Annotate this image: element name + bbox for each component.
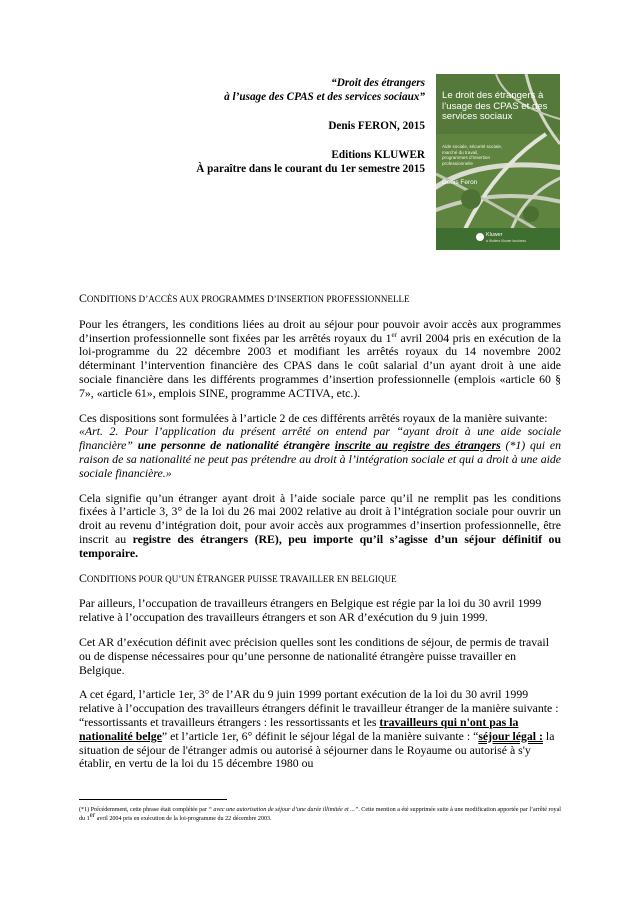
quote-bold-text: une personne de nationalité étrangère: [137, 438, 335, 453]
heading-initial: C: [79, 570, 87, 585]
footnote-text: . Cette mention a été supprimée suite à une modification apportée par l’arrêté royal du 1: [79, 807, 561, 823]
paragraph-text: Pour les étrangers, les conditions liées au droit au séjour pour pouvoir avoir accès aux programmes d’insertion professionnelle sont fixées par les arrêtés royaux du 1: [79, 316, 561, 345]
paragraph-text: avril 2004 pris en exécution de la loi-programme du 22 décembre 2003 et modifiant les arrêtés royaux du 14 novembre 2002 déterminant l’intervention financière des CPAS dans le coût salarial d’un ayant droit à une aide sociale financière dans les différents programmes d’insertion professionnelle (emplois «article 60 § 7», «article 61», emplois SINE, programme ACTIVA, etc.).: [79, 330, 561, 400]
book-announcement-header: [120, 76, 425, 176]
heading-text: ONDITIONS D’ACCÈS AUX PROGRAMMES D’INSERTION PROFESSIONNELLE: [86, 294, 410, 304]
paragraph-text: Cela signifie qu’un étranger ayant droit à l’aide sociale parce qu’il ne remplit pas les conditions fixées à l’article 3, 3° de la loi du 26 mai 2002 relative au droit à l’intégration sociale pour ouvrir un droit au revenu d’intégration doit, pour avoir accès aux programmes d’insertion professionnelle, être inscrit au: [79, 490, 561, 546]
paragraph-text: Ces dispositions sont formulées à l’article 2 de ces différents arrêtés royaux de la manière suivante:: [79, 410, 548, 425]
document-body: [79, 292, 561, 771]
cover-publisher-sub: a Wolters Kluwer business: [486, 239, 526, 243]
paragraph-bold-underlined-text: travailleurs qui n'ont pas la nationalité belge: [79, 714, 519, 743]
paragraph-text: ” et l’article 1er, 6° définit le séjour légal de la manière suivante : “: [161, 728, 479, 743]
section-heading-insertion: [79, 292, 561, 307]
cover-author: Denis Feron: [442, 179, 478, 186]
paragraph-text: A cet égard, l’article 1er, 3° de l’AR du 9 juin 1999 portant exécution de la loi du 30 avril 1999 relative à l’occupation des travailleurs étrangers définit le travailleur étranger de la manière suivante : “ressortissants et travailleurs étrangers : les ressortissants et les: [79, 687, 559, 729]
quote-text: qui en raison de sa nationalité ne peut pas prétendre au droit à l’intégration sociale et qui a droit à une aide sociale financière.»: [79, 438, 562, 480]
heading-initial: C: [79, 291, 87, 305]
paragraph-occupation: Par ailleurs, l’occupation de travailleurs étrangers en Belgique est régie par la loi du 30 avril 1999 relative à l’occupation des travailleurs étrangers et son AR d’exécution du 9 juin 1999.: [79, 596, 542, 625]
book-release-date: À paraître dans le courant du 1er semestre 2015: [196, 163, 425, 175]
cover-publisher: Kluwer: [486, 232, 503, 238]
book-title-line2: à l’usage des CPAS et des services sociaux”: [224, 91, 425, 103]
book-cover-image: [436, 74, 560, 250]
superscript: er: [391, 330, 397, 339]
paragraph-meaning: [79, 492, 561, 561]
cover-subtitle: Aide sociale, sécurité sociale, marché du travail, programmes d’insertion professionnelle: [442, 144, 503, 166]
paragraph-text: la situation de séjour de l'étranger admis ou autorisé à séjourner dans le Royaume ou autorisé à s'y établir, en vertu de la loi du 15 décembre 1980 ou: [79, 728, 555, 771]
footnote-text: avril 2004 pris en exécution de la loi-programme du 22 décembre 2003.: [95, 816, 272, 823]
book-publisher: Editions KLUWER: [331, 149, 425, 161]
kluwer-logo-icon: [476, 233, 484, 241]
paragraph-ar-execution: Cet AR d’exécution définit avec précision quelles sont les conditions de séjour, de permis de travail ou de dispense nécessaires pour qu’une personne de nationalité étrangère puisse travailler en Belgique.: [79, 634, 549, 677]
book-author-year: Denis FERON, 2015: [328, 120, 425, 132]
book-title-line1: “Droit des étrangers: [331, 77, 425, 89]
paragraph-conditions: [79, 318, 561, 401]
footnote-italic-text: “ avec une autorisation de séjour d’une durée illimitée et ...”: [208, 807, 359, 813]
paragraph-bold-double-underlined-text: séjour légal :: [478, 728, 543, 743]
paragraph-article2: [79, 412, 561, 481]
paragraph-bold-text: registre des étrangers (RE), peu importe qu’il s’agisse d’un séjour définitif ou temporaire.: [79, 531, 562, 560]
footnote-separator: [79, 799, 227, 800]
footnote-reference: (*1): [500, 438, 526, 453]
paragraph-article1: [79, 688, 561, 771]
section-heading-work: [79, 572, 561, 587]
quote-text: «Art. 2. Pour l’application du présent arrêté on entend par “ayant droit à une aide sociale financière”: [79, 424, 561, 453]
quote-underlined-text: inscrite au registre des étrangers: [334, 438, 501, 453]
cover-title: Le droit des étrangers à l’usage des CPAS et des services sociaux: [442, 90, 548, 122]
cover-publisher-bar: [436, 228, 560, 250]
footnote: [79, 806, 561, 824]
heading-text: ONDITIONS POUR QU’UN ÉTRANGER PUISSE TRAVAILLER EN BELGIQUE: [86, 573, 397, 584]
superscript: er: [89, 811, 96, 819]
footnote-text: (*1) Précédemment, cette phrase était complétée par: [79, 807, 209, 813]
